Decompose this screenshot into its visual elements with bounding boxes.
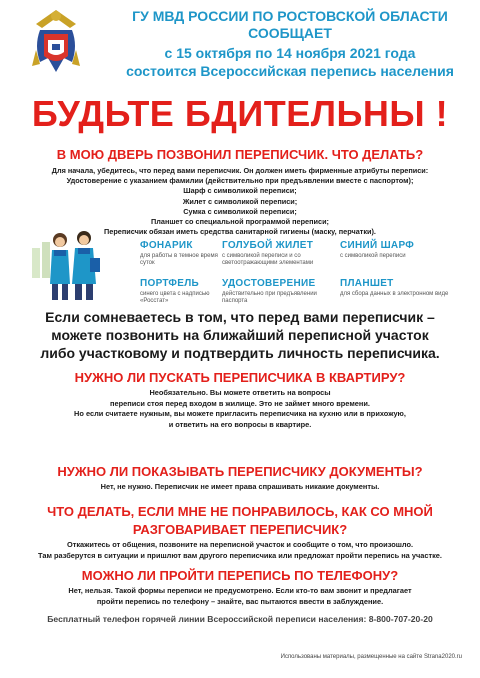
section4-line: Там разберутся в ситуации и пришлют вам другого переписчика или предложат пройти перепись на участке. [38,550,442,560]
section3-question: НУЖНО ЛИ ПОКАЗЫВАТЬ ПЕРЕПИСЧИКУ ДОКУМЕНТЫ? [57,464,423,479]
section2-answer [20,388,460,430]
section2-line: Но если считаете нужным, вы можете пригласить переписчика на кухню или в прихожую, [74,409,406,418]
attr-desc: действительно при предъявлении паспорта [222,291,317,304]
attr-tablet [340,278,450,298]
section2-question: НУЖНО ЛИ ПУСКАТЬ ПЕРЕПИСЧИКА В КВАРТИРУ? [74,370,406,385]
attr-title: ПЛАНШЕТ [340,278,394,289]
section5-line: пройти перепись по телефону – знайте, вас пытаются ввести в заблуждение. [96,596,384,606]
section1-question: В МОЮ ДВЕРЬ ПОЗВОНИЛ ПЕРЕПИСЧИК. ЧТО ДЕЛАТЬ? [56,147,424,162]
attr-scarf [340,240,450,260]
mvd-emblem-icon [30,6,82,82]
attr-desc: синего цвета с надписью «Росстат» [140,291,210,304]
hotline-text: Бесплатный телефон горячей линии Всероссийской переписи населения: 8-800-707-20-20 [47,614,433,624]
attr-briefcase [140,278,210,305]
doubt-line: Если сомневаетесь в том, что перед вами переписчик – [45,309,435,325]
section1-line: Шарф с символикой переписи; [183,186,297,196]
section4-answer [20,540,460,561]
section3-answer [20,482,460,493]
section1-text [40,166,440,237]
doubt-note [20,308,460,362]
section2-line: переписи стоя перед входом в жилище. Это не займет много времени. [110,398,370,408]
section2-line: и ответить на его вопросы в квартире. [168,419,312,429]
attr-title: ПОРТФЕЛЬ [140,278,200,289]
section2-line: Необязательно. Вы можете ответить на вопросы [149,388,331,397]
attr-title: УДОСТОВЕРЕНИЕ [222,278,316,289]
header-line-4: состоится Всероссийская перепись населения [126,63,454,79]
attr-flashlight [140,240,220,267]
section5-line: Нет, нельзя. Такой формы переписи не предусмотрено. Если кто-то вам звонит и предлагает [68,586,412,595]
section3-line: Нет, не нужно. Переписчик не имеет права спрашивать никакие документы. [100,482,380,491]
census-workers-illustration [30,228,110,302]
section4-question-line1: ЧТО ДЕЛАТЬ, ЕСЛИ МНЕ НЕ ПОНРАВИЛОСЬ, КАК СО МНОЙ [47,504,433,519]
section1-line: Переписчик обязан иметь средства санитарной гигиены (маску, перчатки). [104,227,376,237]
section1-line: Для начала, убедитесь, что перед вами переписчик. Он должен иметь фирменные атрибуты переписи: [51,166,429,175]
section1-line: Жилет с символикой переписи; [182,196,298,206]
header-line-2: СООБЩАЕТ [248,25,332,41]
attr-desc: для сбора данных в электронном виде [340,291,449,297]
attr-title: ФОНАРИК [140,240,193,251]
section5-answer [20,586,460,607]
attr-desc: с символикой переписи и со светоотражающими элементами [222,253,314,266]
section1-line: Удостоверение с указанием фамилии (действительно при предъявлении вместе с паспортом); [66,176,414,186]
header-line-1: ГУ МВД РОССИИ ПО РОСТОВСКОЙ ОБЛАСТИ [132,8,448,24]
footer-source: Использованы материалы, размещенные на сайте Strana2020.ru [280,654,462,660]
doubt-line: либо участковому и подтвердить личность переписчика. [40,345,440,361]
doubt-line: можете позвонить на ближайший переписной участок [51,327,429,343]
attr-desc: с символикой переписи [340,253,406,259]
attr-desc: для работы в темное время суток [140,253,218,266]
attr-vest [222,240,332,267]
section4-question-line2: РАЗГОВАРИВАЕТ ПЕРЕПИСЧИК? [132,522,348,537]
attr-title: ГОЛУБОЙ ЖИЛЕТ [222,240,314,251]
section4-line: Откажитесь от общения, позвоните на переписной участок и сообщите о том, что произошло. [66,540,414,549]
main-title: БУДЬТЕ БДИТЕЛЬНЫ ! [31,93,449,134]
section1-line: Сумка с символикой переписи; [183,206,297,216]
attr-title: СИНИЙ ШАРФ [340,240,415,251]
section1-line: Планшет со специальной программой переписи; [151,217,329,227]
attr-id-card [222,278,332,305]
section5-question: МОЖНО ЛИ ПРОЙТИ ПЕРЕПИСЬ ПО ТЕЛЕФОНУ? [81,568,399,583]
header-line-3: с 15 октября по 14 ноября 2021 года [164,45,416,61]
